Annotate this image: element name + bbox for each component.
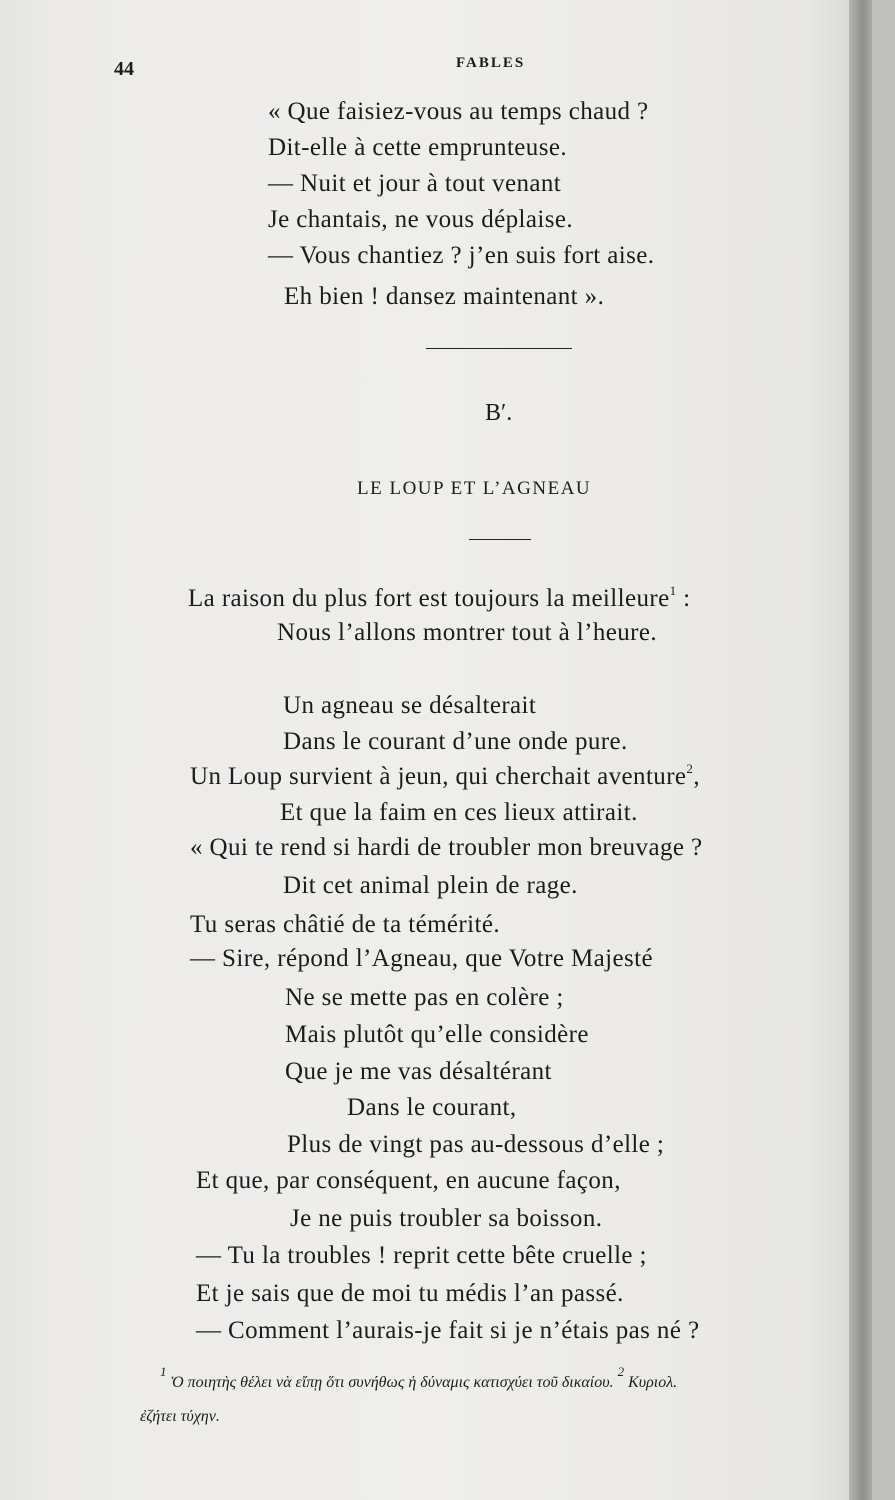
- footnote-ref: 1: [669, 583, 677, 598]
- verse-line: Et je sais que de moi tu médis l’an passé.: [196, 1280, 624, 1307]
- verse-line: Dans le courant d’une onde pure.: [283, 728, 628, 755]
- moral-line: [188, 585, 691, 613]
- verse-line: — Tu la troubles ! reprit cette bête cruelle ;: [196, 1242, 647, 1269]
- page-edge-shadow: [849, 0, 872, 1500]
- verse-line: Et que la faim en ces lieux attirait.: [280, 799, 638, 826]
- punctuation: ,: [693, 763, 700, 790]
- footnote-number: 2: [617, 1364, 625, 1379]
- section-number: B′.: [485, 400, 513, 426]
- verse-line: « Qui te rend si hardi de troubler mon breuvage ?: [190, 834, 703, 861]
- verse-line: — Comment l’aurais-je fait si je n’étais pas né ?: [196, 1317, 700, 1344]
- verse-line: Dit-elle à cette emprunteuse.: [268, 134, 567, 161]
- verse-line: — Vous chantiez ? j’en suis fort aise.: [268, 242, 655, 269]
- running-title: FABLES: [456, 55, 526, 71]
- verse-line: — Sire, répond l’Agneau, que Votre Majesté: [190, 945, 653, 972]
- verse-text: Un Loup survient à jeun, qui cherchait aventure: [190, 763, 687, 790]
- page-number: 44: [114, 58, 134, 80]
- verse-line: [190, 763, 700, 791]
- moral-line: Nous l’allons montrer tout à l’heure.: [277, 619, 657, 646]
- footnote-ref: 2: [686, 761, 694, 776]
- verse-line: Ne se mette pas en colère ;: [285, 984, 564, 1011]
- verse-line: Je chantais, ne vous déplaise.: [268, 206, 573, 233]
- verse-line: Plus de vingt pas au-dessous d’elle ;: [287, 1131, 665, 1158]
- footnote-text: Ὁ ποιητὴς θέλει νὰ εἴπῃ ὅτι συνήθως ἡ δύναμις κατισχύει τοῦ δικαίου.: [170, 1374, 614, 1391]
- verse-line: Je ne puis troubler sa boisson.: [290, 1205, 603, 1232]
- verse-line: Dans le courant,: [347, 1094, 517, 1121]
- verse-line: « Que faisiez-vous au temps chaud ?: [268, 98, 649, 125]
- footnote: [160, 1364, 678, 1392]
- footnote-continuation: ἐζήτει τύχην.: [140, 1408, 220, 1425]
- verse-line: Eh bien ! dansez maintenant ».: [284, 283, 605, 310]
- title-divider: [469, 539, 531, 540]
- punctuation: :: [676, 585, 691, 612]
- footnote-number: 1: [160, 1364, 167, 1379]
- moral-text: La raison du plus fort est toujours la meilleure: [188, 585, 670, 612]
- verse-line: Un agneau se désalterait: [283, 692, 537, 719]
- section-divider: [426, 348, 572, 349]
- verse-line: — Nuit et jour à tout venant: [268, 170, 562, 197]
- footnote-text: Κυριολ.: [628, 1374, 678, 1391]
- verse-line: Que je me vas désaltérant: [285, 1058, 552, 1085]
- verse-line: Et que, par conséquent, en aucune façon,: [196, 1167, 621, 1194]
- verse-line: Mais plutôt qu’elle considère: [285, 1021, 589, 1048]
- verse-line: Tu seras châtié de ta témérité.: [190, 911, 500, 938]
- verse-line: Dit cet animal plein de rage.: [283, 872, 578, 899]
- fable-title: LE LOUP ET L’AGNEAU: [357, 478, 592, 499]
